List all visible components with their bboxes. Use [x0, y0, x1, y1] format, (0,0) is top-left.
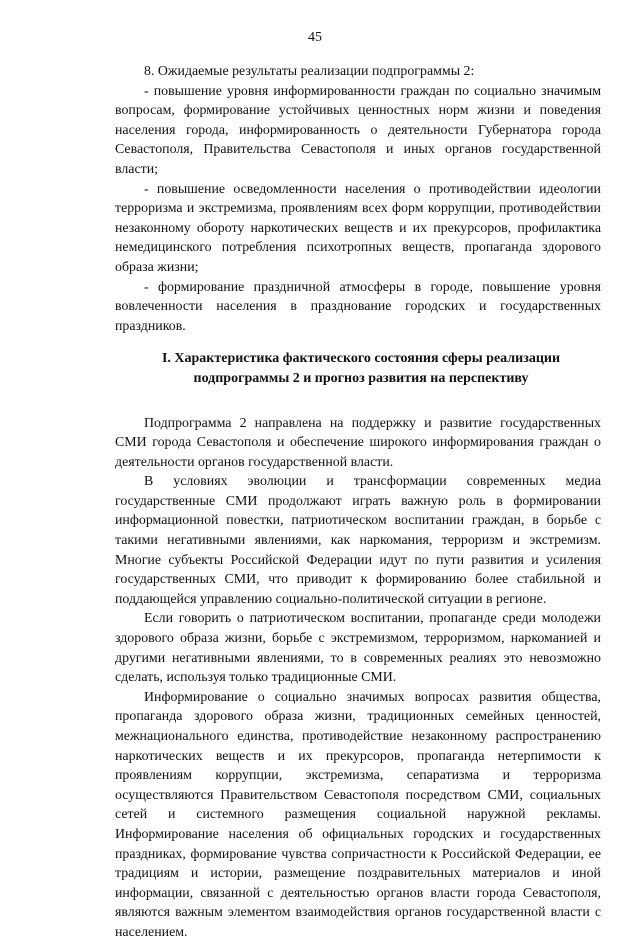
section-heading-line-2: подпрограммы 2 и прогноз развития на перспективу: [193, 370, 529, 386]
section-heading: [115, 349, 601, 388]
expected-result-item: - повышение уровня информированности граждан по социально значимым вопросам, формирование устойчивых ценностных норм жизни и поведения населения города, информированность о деятельности Губернатора города Севастополя, Правительства Севастополя и иных органов государственной власти;: [115, 83, 601, 177]
page-content: [115, 62, 601, 943]
body-paragraph: Подпрограмма 2 направлена на поддержку и развитие государственных СМИ города Севастополя и обеспечение широкого информирования граждан о деятельности органов государственной власти.: [115, 415, 601, 470]
section-8-title: 8. Ожидаемые результаты реализации подпрограммы 2:: [144, 64, 475, 79]
body-paragraph: Если говорить о патриотическом воспитании, пропаганде среди молодежи здорового образа жизни, борьбе с экстремизмом, терроризмом, наркоманией и другими негативными явлениями, то в современных реалиях это невозможно сделать, используя только традиционные СМИ.: [115, 611, 601, 686]
body-paragraph: Информирование о социально значимых вопросах развития общества, пропаганда здорового образа жизни, традиционных семейных ценностей, межнационального единства, противодействие незаконному распространению наркотических веществ и их прекурсоров, пропаганда нетерпимости к проявлениям коррупции, экстремизма, сепаратизма и терроризма осуществляются Правительством Севастополя посредством СМИ, социальных сетей и системного размещения социальной наружной рекламы. Информирование населения об официальных городских и государственных праздниках, формирование чувства сопричастности к Российской Федерации, ее традициям и истории, размещение поздравительных материалов и иной информации, связанной с деятельностью органов власти города Севастополя, являются важным элементом взаимодействия органов государственной власти с населением.: [115, 689, 601, 940]
body-paragraph: В условиях эволюции и трансформации современных медиа государственные СМИ продолжают играть важную роль в формировании информационной повестки, патриотическом воспитании граждан, в борьбе с такими негативными явлениями, как наркомания, терроризм и экстремизм. Многие субъекты Российской Федерации идут по пути развития и усиления государственных СМИ, что приводит к формированию более стабильной и поддающейся управлению социально-политической ситуации в регионе.: [115, 474, 601, 607]
expected-result-item: - повышение осведомленности населения о противодействии идеологии терроризма и экстремизма, проявлениям всех форм коррупции, противодействии незаконному обороту наркотических веществ и их прекурсоров, профилактика немедицинского потребления психотропных веществ, пропаганда здорового образа жизни;: [115, 181, 601, 275]
expected-result-item: - формирование праздничной атмосферы в городе, повышение уровня вовлеченности населения в празднование городских и государственных праздников.: [115, 279, 601, 334]
section-heading-line-1: I. Характеристика фактического состояния сферы реализации: [161, 351, 561, 367]
page-number: 45: [308, 30, 322, 45]
